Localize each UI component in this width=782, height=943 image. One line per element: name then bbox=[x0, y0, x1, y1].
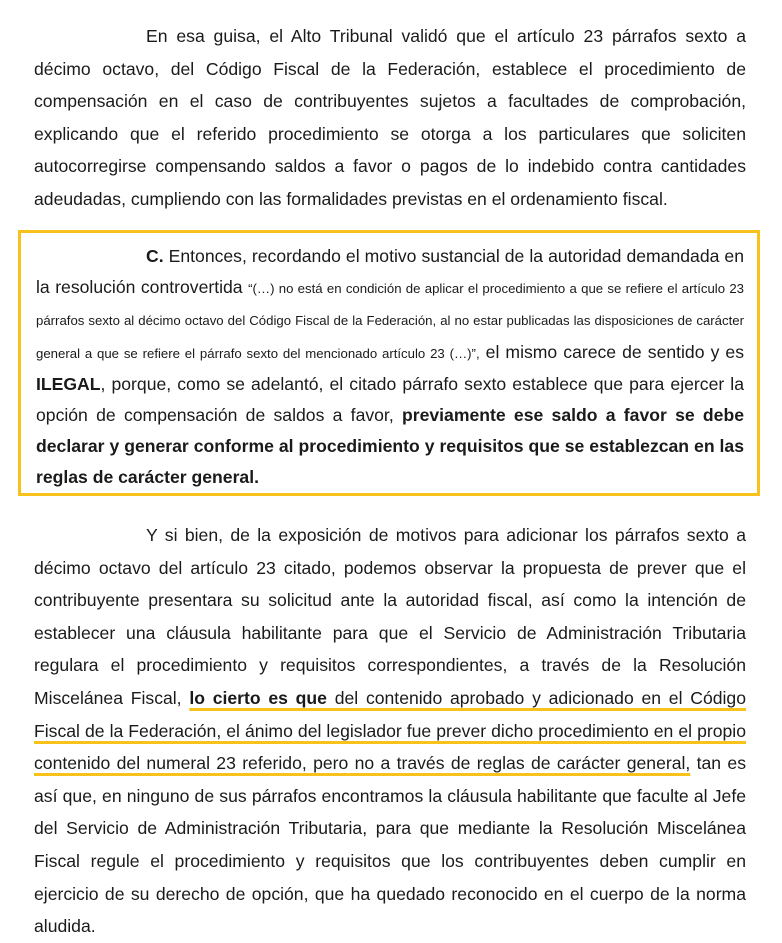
paragraph-2-middle-2: , porque, como se adelantó, el citado párrafo sexto establece que para ejercer la opción de compensación de saldos a favor, bbox=[36, 373, 744, 426]
ilegal-emphasis: ILEGAL bbox=[36, 373, 101, 394]
paragraph-3-bold-underlined: lo cierto es que bbox=[189, 687, 327, 708]
paragraph-2-intro: Entonces, recordando el motivo sustancial de la autoridad demandada en la resolución controvertida bbox=[36, 246, 744, 298]
highlighted-section-box bbox=[18, 230, 760, 496]
paragraph-2-bold-conclusion: previamente ese saldo a favor se debe declarar y generar conforme al procedimiento y requisitos que se establezcan en las reglas de carácter general. bbox=[36, 405, 744, 488]
paragraph-alto-tribunal bbox=[34, 20, 746, 216]
paragraph-3-underlined-2: no a través de reglas de carácter general, bbox=[348, 753, 691, 774]
quoted-authority-motive: “(…) no está en condición de aplicar el procedimiento a que se refiere el artículo 23 párrafos sexto al décimo octavo del Código Fiscal de la Federación, al no estar publicadas las disposiciones de carácter general a que se refiere el párrafo sexto del mencionado artículo 23 (…)”, bbox=[36, 281, 744, 361]
paragraph-c-ilegal bbox=[36, 241, 744, 494]
pero-underlined: pero bbox=[313, 753, 349, 774]
paragraph-exposicion-motivos bbox=[34, 519, 746, 943]
paragraph-3-underlined: del contenido aprobado y adicionado en el Código Fiscal de la Federación, el ánimo del legislador fue prever dicho procedimiento en el propio contenido del numeral 23 referido, bbox=[34, 687, 746, 774]
paragraph-3-end: tan es así que, en ninguno de sus párrafos encontramos la cláusula habilitante que faculte al Jefe del Servicio de Administración Tributaria, para que mediante la Resolución Miscelánea Fiscal regule el procedimiento y requisitos que los contribuyentes deben cumplir en ejercicio de su derecho de opción, que ha quedado reconocido en el cuerpo de la norma aludida. bbox=[34, 753, 746, 937]
paragraph-3-start: Y si bien, de la exposición de motivos para adicionar los párrafos sexto a décimo octavo del artículo 23 citado, podemos observar la propuesta de prever que el contribuyente presentara su solicitud ante la autoridad fiscal, así como la intención de establecer una cláusula habilitante para que el Servicio de Administración Tributaria regulara el procedimiento y requisitos correspondientes, a través de la Resolución Miscelánea Fiscal, bbox=[34, 525, 746, 708]
paragraph-2-middle: el mismo carece de sentido y es bbox=[479, 341, 745, 362]
paragraph-1-text: En esa guisa, el Alto Tribunal validó que el artículo 23 párrafos sexto a décimo octavo, del Código Fiscal de la Federación, establece el procedimiento de compensación en el caso de contribuyentes sujetos a facultades de comprobación, explicando que el referido procedimiento se otorga a los particulares que soliciten autocorregirse compensando saldos a favor o pagos de lo indebido contra cantidades adeudadas, cumpliendo con las formalidades previstas en el ordenamiento fiscal. bbox=[34, 26, 746, 209]
section-letter: C. bbox=[146, 246, 164, 266]
